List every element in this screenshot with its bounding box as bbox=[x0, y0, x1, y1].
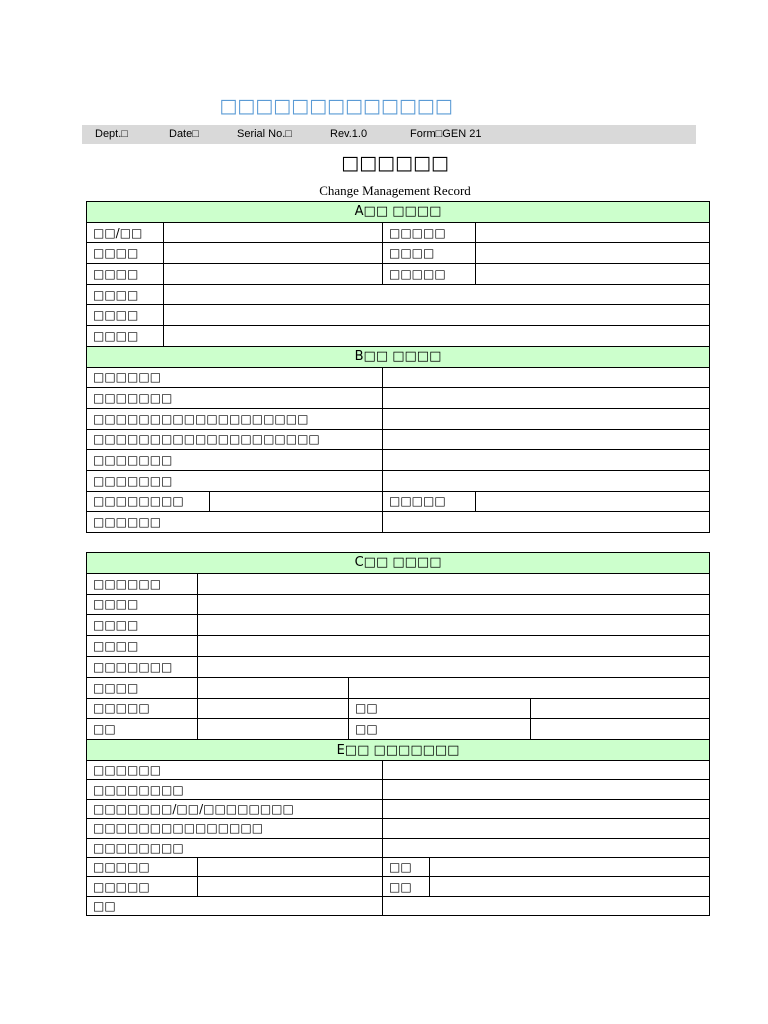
table-row bbox=[87, 367, 710, 388]
field-label: □□□□ bbox=[87, 594, 198, 615]
table-row bbox=[87, 615, 710, 636]
document-info-bar bbox=[82, 125, 696, 144]
table-row bbox=[87, 698, 710, 719]
field-value[interactable] bbox=[383, 429, 710, 450]
table-row bbox=[87, 388, 710, 409]
section-c-header: C□□ □□□□ bbox=[87, 553, 710, 574]
field-value[interactable] bbox=[164, 264, 383, 285]
field-label: □□□□□ bbox=[383, 491, 476, 512]
form-table-ce bbox=[86, 552, 710, 916]
date-field: Date□ bbox=[169, 128, 199, 140]
field-label: □□□□ bbox=[87, 284, 164, 305]
dept-field: Dept.□ bbox=[95, 128, 128, 140]
table-row bbox=[87, 470, 710, 491]
field-label: □□ bbox=[87, 896, 383, 915]
field-value[interactable] bbox=[383, 470, 710, 491]
field-label: □□□□□□□/□□/□□□□□□□□ bbox=[87, 799, 383, 818]
field-label: □□ bbox=[349, 719, 531, 740]
table-row bbox=[87, 677, 710, 698]
table-row bbox=[87, 284, 710, 305]
field-label: □□□□□ bbox=[87, 698, 198, 719]
field-value[interactable] bbox=[198, 573, 710, 594]
table-row bbox=[87, 780, 710, 799]
field-label: □□□□□□□□□□□□□□□□□□□□ bbox=[87, 429, 383, 450]
field-value[interactable] bbox=[164, 305, 710, 326]
table-row bbox=[87, 491, 710, 512]
field-value[interactable] bbox=[383, 760, 710, 779]
field-label: □□□□□□□□□□□□□□□ bbox=[87, 819, 383, 838]
field-label: □□□□□□□ bbox=[87, 388, 383, 409]
field-value[interactable] bbox=[210, 491, 383, 512]
table-row bbox=[87, 838, 710, 857]
table-row bbox=[87, 222, 710, 243]
field-value[interactable] bbox=[198, 615, 710, 636]
field-label: □□/□□ bbox=[87, 222, 164, 243]
field-label: □□□□ bbox=[87, 677, 198, 698]
table-row bbox=[87, 760, 710, 779]
field-value[interactable] bbox=[164, 243, 383, 264]
table-row bbox=[87, 719, 710, 740]
field-label: □□□□□□□ bbox=[87, 450, 383, 471]
table-row bbox=[87, 896, 710, 915]
table-row bbox=[87, 877, 710, 896]
field-label: □□ bbox=[87, 719, 198, 740]
field-label: □□□□□□□□ bbox=[87, 780, 383, 799]
field-value[interactable] bbox=[430, 877, 710, 896]
document-subtitle: Change Management Record bbox=[319, 183, 471, 198]
table-row bbox=[87, 450, 710, 471]
field-label: □□□□□□□ bbox=[87, 656, 198, 677]
serial-number-field: Serial No.□ bbox=[237, 128, 292, 140]
field-value[interactable] bbox=[430, 857, 710, 876]
table-row bbox=[87, 594, 710, 615]
field-label: □□□□ bbox=[87, 264, 164, 285]
field-label: □□□□□□ bbox=[87, 512, 383, 533]
field-value[interactable] bbox=[383, 408, 710, 429]
form-table-ab bbox=[86, 201, 710, 533]
field-value[interactable] bbox=[383, 838, 710, 857]
field-label: □□□□□ bbox=[87, 857, 198, 876]
field-value[interactable] bbox=[476, 243, 710, 264]
section-e-header: E□□ □□□□□□□ bbox=[87, 740, 710, 761]
table-row bbox=[87, 512, 710, 533]
section-a-header: A□□ □□□□ bbox=[87, 202, 710, 223]
field-label: □□ bbox=[383, 877, 430, 896]
field-label: □□□□□□ bbox=[87, 367, 383, 388]
field-value[interactable] bbox=[383, 896, 710, 915]
table-row bbox=[87, 264, 710, 285]
field-value[interactable] bbox=[198, 677, 349, 698]
field-label: □□□□□□□□ bbox=[87, 491, 210, 512]
field-value[interactable] bbox=[531, 719, 710, 740]
field-label: □□□□ bbox=[87, 305, 164, 326]
field-label: □□□□ bbox=[383, 243, 476, 264]
field-value[interactable] bbox=[383, 450, 710, 471]
field-value[interactable] bbox=[198, 656, 710, 677]
field-value[interactable] bbox=[164, 284, 710, 305]
field-label: □□□□□□ bbox=[87, 573, 198, 594]
company-name: □□□□□□□□□□□□□ bbox=[219, 95, 453, 117]
table-row bbox=[87, 819, 710, 838]
field-value[interactable] bbox=[198, 594, 710, 615]
field-label: □□□□ bbox=[87, 326, 164, 347]
field-label: □□ bbox=[383, 857, 430, 876]
field-value[interactable] bbox=[476, 222, 710, 243]
field-value[interactable] bbox=[198, 857, 383, 876]
field-value[interactable] bbox=[198, 698, 349, 719]
field-value[interactable] bbox=[383, 367, 710, 388]
table-row bbox=[87, 799, 710, 818]
field-value[interactable] bbox=[476, 491, 710, 512]
table-row bbox=[87, 429, 710, 450]
field-label: □□□□□ bbox=[383, 264, 476, 285]
field-label: □□□□□□□ bbox=[87, 470, 383, 491]
field-value[interactable] bbox=[198, 719, 349, 740]
field-value[interactable] bbox=[531, 698, 710, 719]
field-value[interactable] bbox=[383, 799, 710, 818]
field-value[interactable] bbox=[164, 326, 710, 347]
section-b-header: B□□ □□□□ bbox=[87, 346, 710, 367]
field-value[interactable] bbox=[198, 636, 710, 657]
field-value[interactable] bbox=[476, 264, 710, 285]
field-label: □□□□□ bbox=[383, 222, 476, 243]
document-title: □□□□□□ bbox=[341, 152, 449, 174]
table-row bbox=[87, 326, 710, 347]
field-label: □□□□ bbox=[87, 636, 198, 657]
table-row bbox=[87, 408, 710, 429]
field-value[interactable] bbox=[383, 819, 710, 838]
table-row bbox=[87, 656, 710, 677]
field-value[interactable] bbox=[164, 222, 383, 243]
table-row bbox=[87, 573, 710, 594]
field-label: □□□□□□□□ bbox=[87, 838, 383, 857]
field-value[interactable] bbox=[383, 388, 710, 409]
field-value[interactable] bbox=[383, 512, 710, 533]
field-label: □□ bbox=[349, 698, 531, 719]
field-value[interactable] bbox=[383, 780, 710, 799]
table-row bbox=[87, 305, 710, 326]
table-row bbox=[87, 243, 710, 264]
revision-field: Rev.1.0 bbox=[330, 128, 368, 140]
field-label: □□□□□□ bbox=[87, 760, 383, 779]
field-label: □□□□ bbox=[87, 243, 164, 264]
table-row bbox=[87, 636, 710, 657]
field-value[interactable] bbox=[198, 877, 383, 896]
field-label: □□□□ bbox=[87, 615, 198, 636]
table-row bbox=[87, 857, 710, 876]
form-number-field: Form□GEN 21 bbox=[410, 128, 482, 140]
field-label: □□□□□□□□□□□□□□□□□□□ bbox=[87, 408, 383, 429]
field-label: □□□□□ bbox=[87, 877, 198, 896]
field-value[interactable] bbox=[349, 677, 710, 698]
